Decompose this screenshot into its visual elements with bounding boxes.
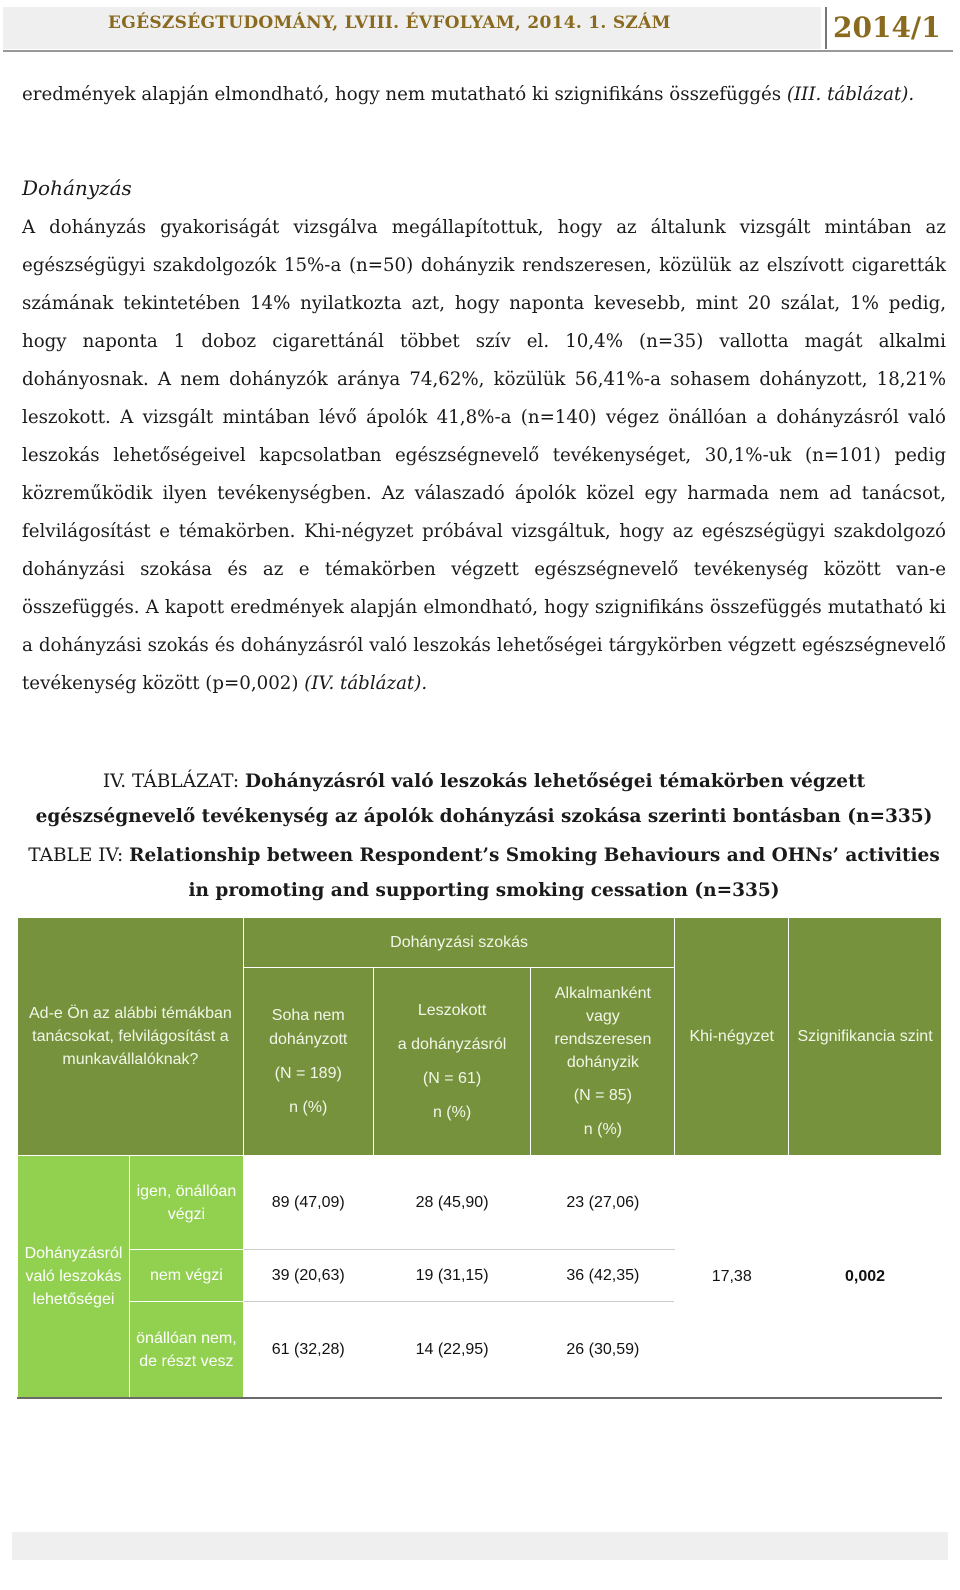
chi-value: 17,38 — [675, 1156, 789, 1398]
paragraph-1-text: eredmények alapján elmondható, hogy nem mutatható ki szignifikáns összefüggés — [22, 84, 787, 105]
col2-n: (N = 61) — [422, 1069, 482, 1087]
col3-n: (N = 85) — [573, 1086, 632, 1104]
sig-header: Szignifikancia szint — [797, 1028, 933, 1045]
col2-unit: n (%) — [432, 1103, 472, 1121]
table-caption-hu — [22, 764, 946, 834]
caption-hu-prefix: IV. TÁBLÁZAT: — [102, 771, 245, 792]
row-label-cell — [129, 1302, 243, 1398]
footer-bar — [12, 1532, 948, 1560]
page-header — [3, 3, 953, 53]
col1-line2: dohányzott — [269, 1030, 348, 1048]
cell-value: 26 (30,59) — [531, 1302, 675, 1398]
row-label-cell — [129, 1156, 243, 1250]
paragraph-1 — [22, 76, 946, 114]
col3-unit: n (%) — [583, 1120, 622, 1138]
group-header: Dohányzási szokás — [243, 918, 675, 968]
cell-value: 23 (27,06) — [531, 1156, 675, 1250]
question-header: Ad-e Ön az alábbi témákban tanácsokat, felvilágosítást a munkavállalóknak? — [29, 1005, 232, 1068]
row-label: önállóan nem, de részt vesz — [136, 1329, 237, 1370]
col2-line2: a dohányzásról — [397, 1035, 507, 1053]
chi-header: Khi-négyzet — [675, 918, 789, 1156]
col-quit-header — [373, 968, 531, 1156]
table-caption-en — [22, 838, 946, 908]
table-header-row-1 — [18, 918, 942, 968]
row-group-label: Dohányzásról való leszokás lehetőségei — [24, 1245, 123, 1308]
header-rule — [3, 50, 953, 52]
row-group-cell — [18, 1156, 130, 1398]
col1-n: (N = 189) — [274, 1064, 342, 1082]
issue-number: 2014/1 — [833, 11, 941, 44]
table-row — [18, 1156, 942, 1250]
question-header-cell — [18, 918, 244, 1156]
paragraph-2-text: A dohányzás gyakoriságát vizsgálva megállapítottuk, hogy az általunk vizsgált mintában az egészségügyi szakdolgozók 15%-a (n=50) dohányzik rendszeresen, közülük az elszívott cigaretták számának tekintetében 14% nyilatkozta azt, hogy naponta kevesebb, mint 20 szálat, 1% pedig, hogy naponta 1 doboz cigarettánál többet szív el. 10,4% (n=35) vallotta magát alkalmi dohányosnak. A nem dohányzók aránya 74,62%, közülük 56,41%-a sohasem dohányzott, 18,21% leszokott. A vizsgált mintában lévő ápolók 41,8%-a (n=140) végez önállóan a dohányzásról való leszokás lehetőségeivel kapcsolatban egészségnevelő tevékenységet, 30,1%-uk (n=101) pedig közreműködik ilyen tevékenységben. Az válaszadó ápolók közel egy harmada nem ad tanácsot, felvilágosítást e témakörben. Khi-négyzet próbával vizsgáltuk, hogy az egészségügyi szakdolgozó dohányzási szokása és az e témakörben végzett egészségnevelő tevékenység között van-e összefüggés. A kapott eredmények alapján elmondható, hogy szignifikáns összefüggés mutatható ki a dohányzási szokás és dohányzásról való leszokás lehetőségei tárgykörben végzett egészségnevelő tevékenység között (p=0,002) — [22, 217, 946, 694]
section-title: Dohányzás — [22, 176, 132, 200]
caption-hu-title: Dohányzásról való leszokás lehetőségei témakörben végzett egészségnevelő tevékenység az ápolók dohányzási szokása szerinti bontásban (n=335) — [35, 771, 933, 827]
col-never-smoked-header — [243, 968, 373, 1156]
table-reference-iv: (IV. táblázat). — [304, 673, 428, 694]
cell-value: 14 (22,95) — [373, 1302, 531, 1398]
cell-value: 19 (31,15) — [373, 1250, 531, 1302]
row-label: igen, önállóan végzi — [136, 1182, 237, 1223]
cell-value: 28 (45,90) — [373, 1156, 531, 1250]
results-table — [17, 917, 942, 1398]
caption-en-title: Relationship between Respondent’s Smoking Behaviours and OHNs’ activities in promoting and supporting smoking cessation (n=335) — [129, 845, 940, 901]
table-bottom-rule — [17, 1397, 942, 1399]
journal-title: EGÉSZSÉGTUDOMÁNY, LVIII. ÉVFOLYAM, 2014. 1. SZÁM — [108, 13, 671, 33]
cell-value: 61 (32,28) — [243, 1302, 373, 1398]
cell-value: 89 (47,09) — [243, 1156, 373, 1250]
col-smoker-header — [531, 968, 675, 1156]
row-label: nem végzi — [149, 1266, 223, 1284]
row-label-cell — [129, 1250, 243, 1302]
col3-line1: Alkalmanként vagy rendszeresen dohányzik — [554, 984, 652, 1071]
col2-line1: Leszokott — [417, 1001, 487, 1019]
header-separator — [825, 7, 827, 49]
paragraph-2 — [22, 209, 946, 703]
col1-line1: Soha nem — [271, 1006, 345, 1024]
col1-unit: n (%) — [289, 1098, 328, 1116]
sig-value: 0,002 — [789, 1156, 942, 1398]
cell-value: 36 (42,35) — [531, 1250, 675, 1302]
cell-value: 39 (20,63) — [243, 1250, 373, 1302]
sig-header-cell — [789, 918, 942, 1156]
caption-en-prefix: TABLE IV: — [28, 845, 130, 866]
table-reference-iii: (III. táblázat). — [786, 84, 915, 105]
